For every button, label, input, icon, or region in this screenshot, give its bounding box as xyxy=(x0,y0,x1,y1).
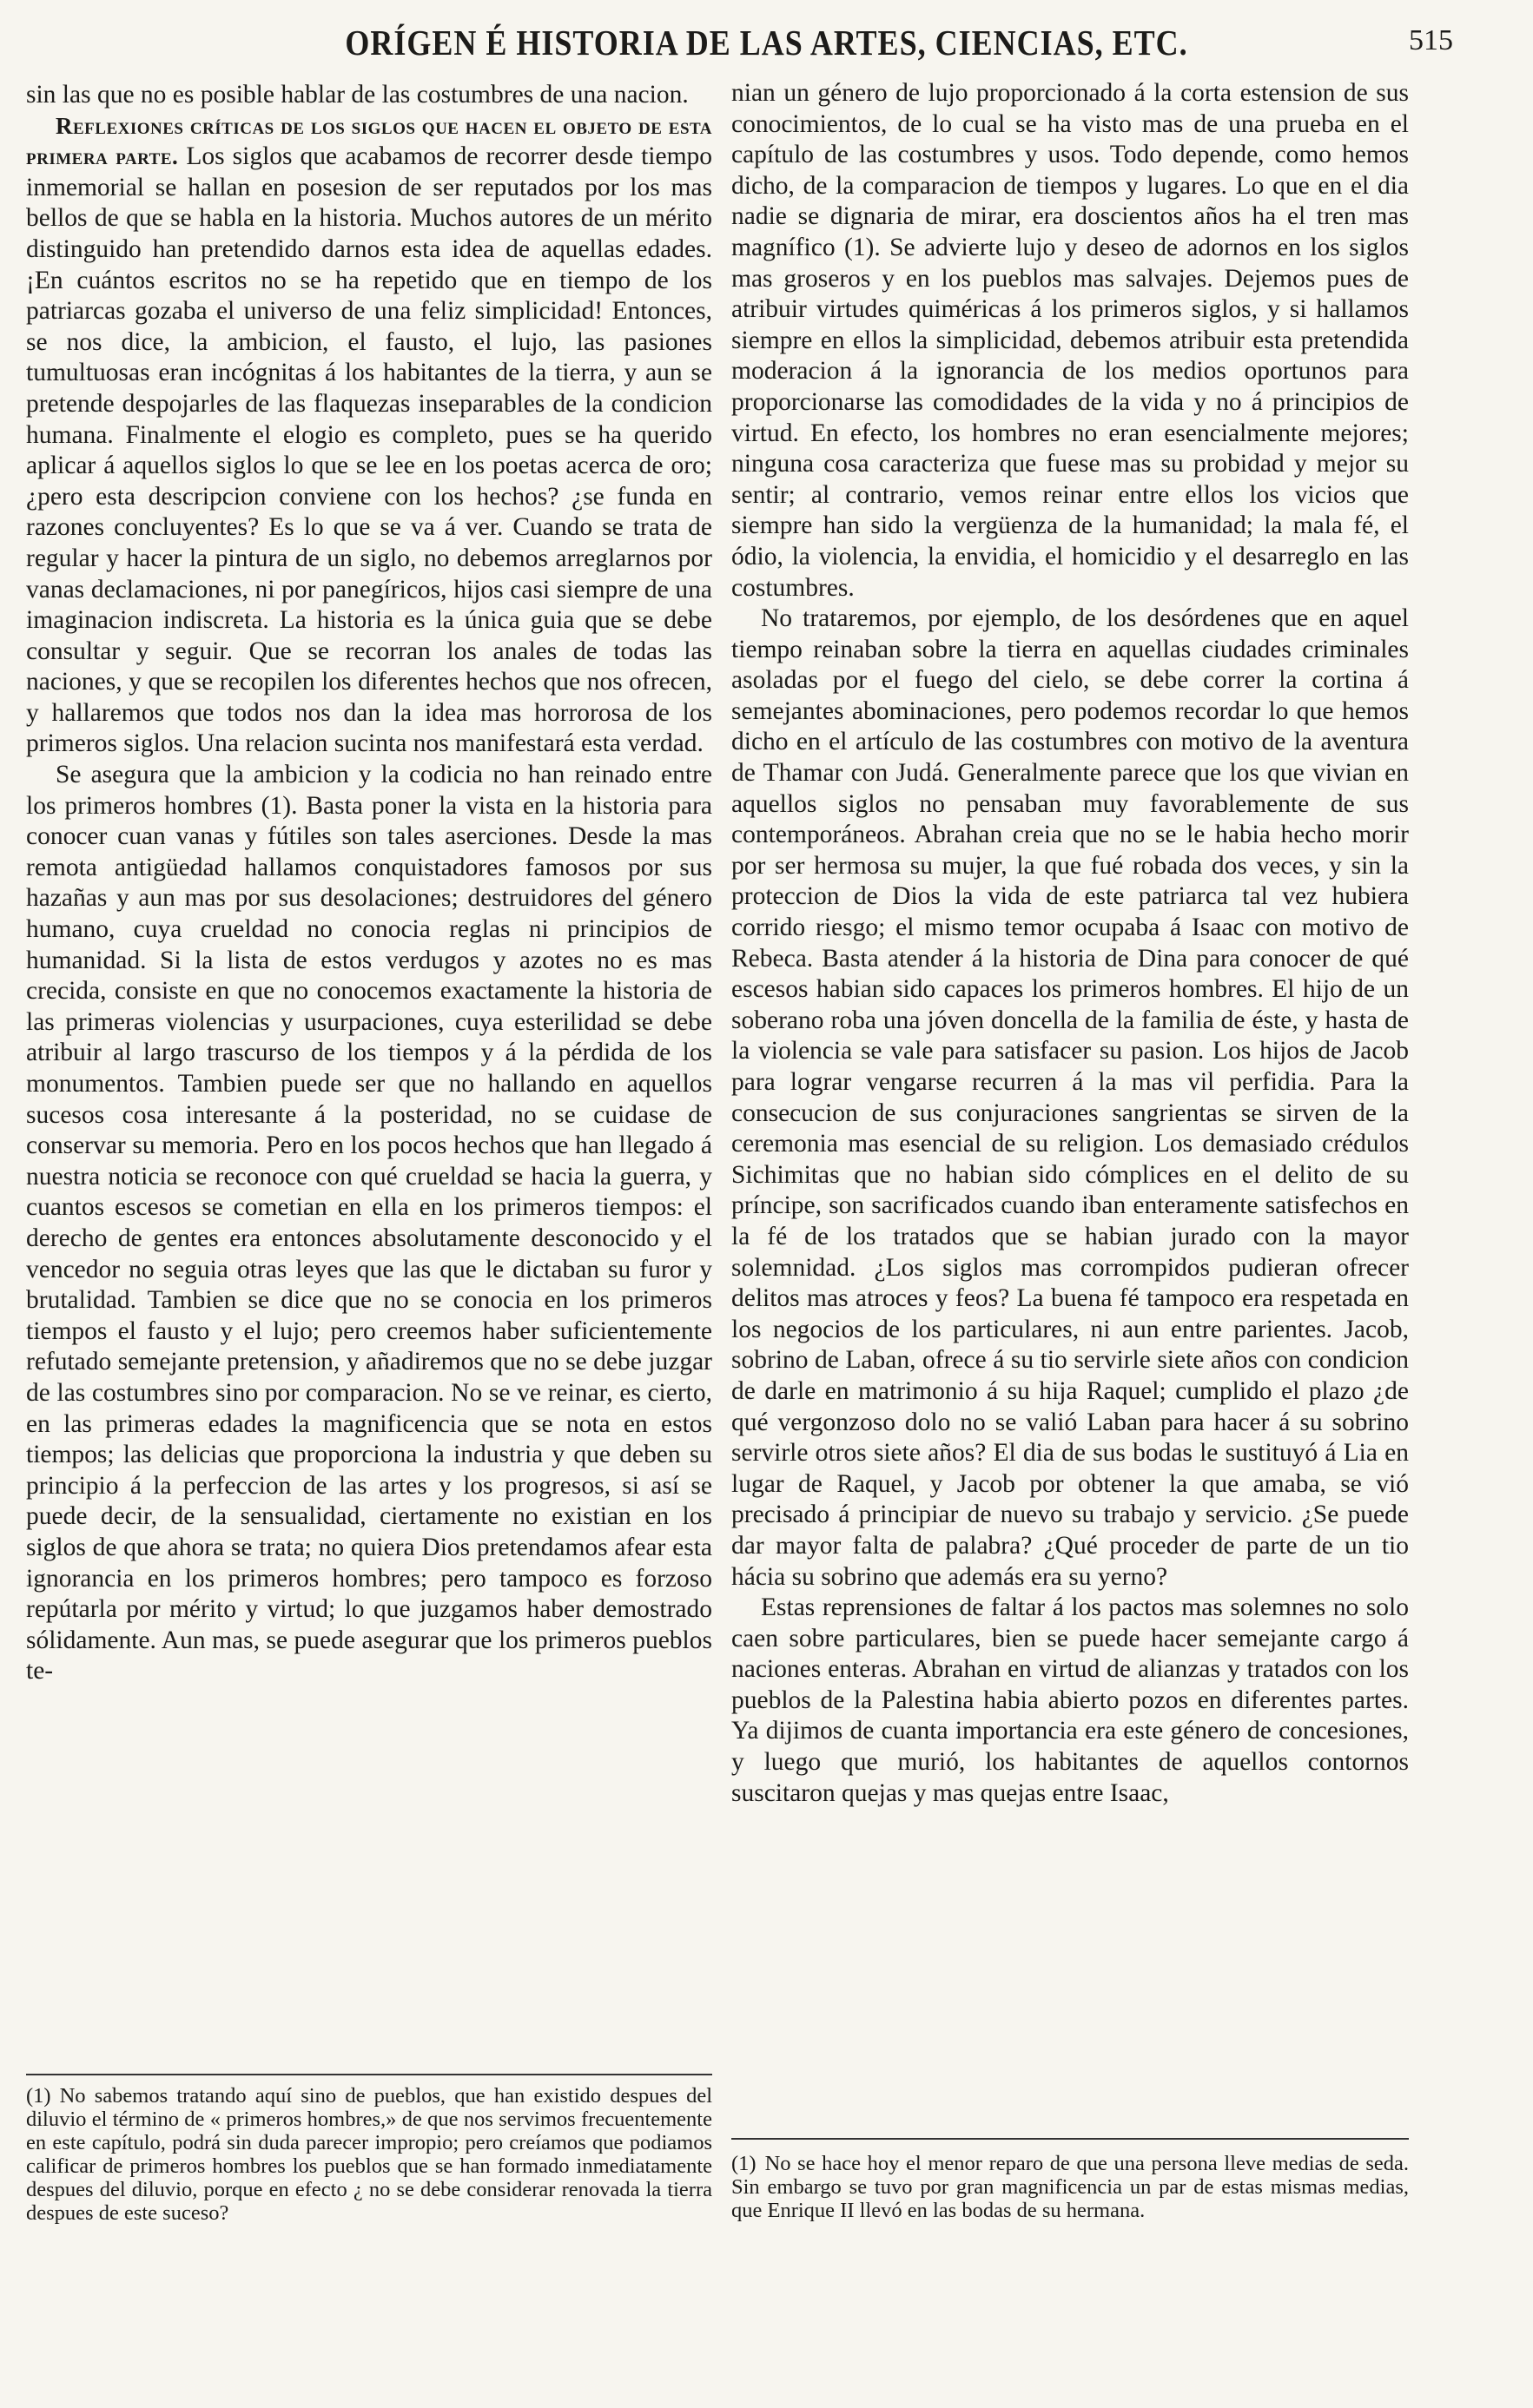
left-column xyxy=(26,80,712,1687)
footnote-rule-right xyxy=(731,2138,1409,2140)
footnote-left xyxy=(26,2084,712,2225)
right-paragraph-1: nian un género de lujo proporcionado á la corta estension de sus conocimientos, de lo cual se ha visto mas de una prueba en el capítulo de las costumbres y usos. Todo depende, como hemos dicho, de la comparacion de tiempos y lugares. Lo que en el dia nadie se dignaria de mirar, era doscientos años ha el tren mas magnífico (1). Se advierte lujo y deseo de adornos en los siglos mas groseros y en los pueblos mas salvajes. Dejemos pues de atribuir virtudes quiméricas á los primeros siglos, y si hallamos siempre en ellos la simplicidad, debemos atribuir esta pretendida moderacion á la ignorancia de los medios oportunos para proporcionarse las comodidades de la vida y no á principios de virtud. En efecto, los hombres no eran esencialmente mejores; ninguna cosa caracteriza que fuese mas su probidad y mejor su sentir; al contrario, vemos reinar entre ellos los vicios que siempre han sido la vergüenza de la humanidad; la mala fé, el ódio, la violencia, la envidia, el homicidio y el desarreglo en las costumbres. xyxy=(731,79,1409,602)
left-paragraph-2 xyxy=(26,111,712,760)
left-paragraph-3: Se asegura que la ambicion y la codicia no han reinado entre los primeros hombres (1). Basta poner la vista en la historia para conocer cuan vanas y fútiles son tales aserciones. Desde la mas remota antigüedad hallamos conquistadores famosos por sus hazañas y aun mas por sus desolaciones; destruidores del género humano, cuya crueldad no conocia reglas ni principios de humanidad. Si la lista de estos verdugos y azotes no es mas crecida, consiste en que no conocemos exactamente la historia de las primeras violencias y usurpaciones, cuya esterilidad se debe atribuir al largo trascurso de los tiempos y á la pérdida de los monumentos. Tambien puede ser que no hallando en aquellos sucesos cosa interesante á la posteridad, no se cuidase de conservar su memoria. Pero en los pocos hechos que han llegado á nuestra noticia se reconoce con qué crueldad se hacia la guerra, y cuantos escesos se cometian en ella en los primeros tiempos: el derecho de gentes era entonces absolutamente desconocido y el vencedor no seguia otras leyes que las que le dictaban su furor y brutalidad. Tambien se dice que no se conocia en los primeros tiempos el fausto y el lujo; pero creemos haber suficientemente refutado semejante pretension, y añadiremos que no se debe juzgar de las costumbres sino por comparacion. No se ve reinar, es cierto, en las primeras edades la magnificencia que se nota en estos tiempos; las delicias que proporciona la industria y que deben su principio á la perfeccion de las artes y los progresos, si así se puede decir, de la sensualidad, ciertamente no existian en los siglos de que ahora se trata; no quiera Dios pretendamos afear esta ignorancia en los primeros hombres; pero tampoco es forzoso repútarla por mérito y virtud; lo que juzgamos haber demostrado sólidamente. Aun mas, se puede asegurar que los primeros pueblos te- xyxy=(26,761,712,1686)
footnote-right xyxy=(731,2152,1409,2222)
footnote-right-text: No se hace hoy el menor reparo de que una persona lleve medias de seda. Sin embargo se tuvo por gran magnificencia un par de estas mismas medias, que Enrique II llevó en las bodas de su hermana. xyxy=(731,2152,1409,2222)
footnote-marker-left: (1) xyxy=(26,2084,51,2108)
footnote-left-text: No sabemos tratando aquí sino de pueblos, que han existido despues del diluvio el término de « primeros hombres,» de que nos servimos frecuentemente en este capítulo, podrá sin duda parecer impropio; pero creíamos que podiamos calificar de primeros hombres los pueblos que se han formado inmediatamente despues del diluvio, porque en efecto ¿ no se debe considerar renovada la tierra despues de este suceso? xyxy=(26,2084,712,2225)
right-paragraph-3: Estas reprensiones de faltar á los pactos mas solemnes no solo caen sobre particulares, bien se puede hacer semejante cargo á naciones enteras. Abrahan en virtud de alianzas y tratados con los pueblos de la Palestina habia abierto pozos en diferentes partes. Ya dijimos de cuanta importancia era este género de concesiones, y luego que murió, los habitantes de aquellos contornos suscitaron quejas y mas quejas entre Isaac, xyxy=(731,1593,1409,1807)
right-column xyxy=(731,78,1409,1809)
footnote-marker-right: (1) xyxy=(731,2152,757,2175)
left-paragraph-2-body: Los siglos que acabamos de recorrer desde tiempo inmemorial se hallan en posesion de ser reputados por los mas bellos de que se habla en la historia. Muchos autores de un mérito distinguido han pretendido darnos esta idea de aquellas edades. ¡En cuántos escritos no se ha repetido que en tiempo de los patriarcas gozaba el universo de una feliz simplicidad! Entonces, se nos dice, la ambicion, el fausto, el lujo, las pasiones tumultuosas eran incógnitas á los habitantes de la tierra, y aun se pretende despojarles de las flaquezas inseparables de la condicion humana. Finalmente el elogio es completo, pues se ha querido aplicar á aquellos siglos lo que se lee en los poetas acerca de oro; ¿pero esta descripcion conviene con los hechos? ¿se funda en razones concluyentes? Es lo que se va á ver. Cuando se trata de regular y hacer la pintura de un siglo, no debemos arreglarnos por vanas declamaciones, ni por panegíricos, hijos casi siempre de una imaginacion indiscreta. La historia es la única guia que se debe consultar y seguir. Que se recorran los anales de todas las naciones, y que se recopilen los diferentes hechos que nos ofrecen, y hallaremos que todos nos dan la idea mas horrorosa de los primeros siglos. Una relacion sucinta nos manifestará esta verdad. xyxy=(26,142,713,758)
right-paragraph-2: No trataremos, por ejemplo, de los desórdenes que en aquel tiempo reinaban sobre la tierra en aquellas ciudades criminales asoladas por el fuego del cielo, se debe correr la cortina á semejantes abominaciones, pero podemos recordar lo que hemos dicho en el artículo de las costumbres con motivo de la aventura de Thamar con Judá. Generalmente parece que los que vivian en aquellos siglos no pensaban muy favorablemente de sus contemporáneos. Abrahan creia que no se le habia hecho morir por ser hermosa su mujer, la que fué robada dos veces, y sin la proteccion de Dios la vida de este patriarca tal vez hubiera corrido riesgo; el mismo temor ocupaba á Isaac con motivo de Rebeca. Basta atender á la historia de Dina para conocer de qué escesos habian sido capaces los primeros hombres. El hijo de un soberano roba una jóven doncella de la familia de éste, y hasta de la violencia se vale para satisfacer su pasion. Los hijos de Jacob para lograr vengarse recurren á la mas vil perfidia. Para la consecucion de sus conjuraciones sangrientas se sirven de la ceremonia mas esencial de su religion. Los demasiado crédulos Sichimitas que no habian sido cómplices en el delito de su príncipe, son sacrificados cuando iban enteramente satisfechos en la fé de los tratados que se habian jurado con la mayor solemnidad. ¿Los siglos mas corrompidos pudieran ofrecer delitos mas atroces y feos? La buena fé tampoco era respetada en los negocios de los particulares, ni aun entre parientes. Jacob, sobrino de Laban, ofrece á su tio servirle siete años con condicion de darle en matrimonio á su hija Raquel; cumplido el plazo ¿de qué vergonzoso dolo no se valió Laban para hacer á su sobrino servirle otros siete años? El dia de sus bodas le sustituyó á Lia en lugar de Raquel, y Jacob por obtener la que amaba, se vió precisado á principiar de nuevo su trabajo y servicio. ¿Se puede dar mayor falta de palabra? ¿Qué proceder de parte de un tio hácia su sobrino que además era su yerno? xyxy=(731,604,1409,1591)
column-divider xyxy=(712,87,714,2240)
page-number: 515 xyxy=(1409,24,1453,56)
running-title: ORÍGEN É HISTORIA DE LAS ARTES, CIENCIAS, ETC. xyxy=(345,23,1188,63)
left-paragraph-1: sin las que no es posible hablar de las costumbres de una nacion. xyxy=(26,81,689,109)
section-heading: Reflexiones críticas de los siglos que hacen el objeto de esta primera parte. xyxy=(26,112,712,170)
page-header xyxy=(0,24,1533,68)
footnote-rule-left xyxy=(26,2074,712,2075)
